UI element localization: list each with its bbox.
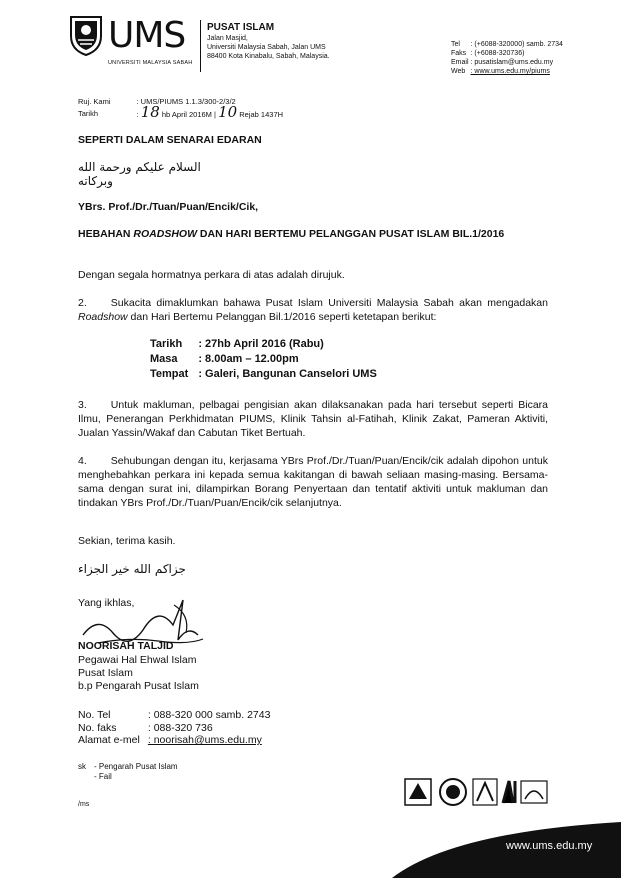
address-line: Jalan Masjid, (207, 35, 248, 42)
ref-label: Ruj. Kami (78, 97, 111, 106)
university-crest-logo (68, 14, 104, 56)
footer-url: www.ums.edu.my (506, 840, 593, 852)
letterhead-divider (200, 20, 201, 72)
letterhead-contacts (451, 40, 565, 76)
ums-logo-text: UMS (108, 15, 186, 56)
contact-value: : (+6088-320736) (470, 50, 525, 57)
signatory-contacts (78, 709, 278, 747)
address-line: 88400 Kota Kinabalu, Sabah, Malaysia. (207, 53, 330, 60)
handwritten-hijri-day: 10 (218, 103, 238, 121)
schedule-label: Masa (150, 353, 178, 365)
contact-label: Faks (451, 50, 467, 57)
yours-sincerely: Yang ikhlas, (78, 597, 135, 609)
contact-label: Tel (451, 41, 460, 48)
certification-logos (403, 775, 551, 813)
contact-label: No. faks (78, 721, 117, 734)
paragraph-4: 4. Sehubungan dengan itu, kerjasama YBrs Prof./Dr./Tuan/Puan/Encik/cik adalah dipohon untuk menghebahkan perkara ini kepada semua kakitangan di bawah seliaan masing-masing. Bersama-sama dengan surat ini, dilampirkan Borang Penyertaan dan tentatif aktiviti untuk makluman dan tindakan YBrs Prof./Dr./Tuan/Puan/Encik/cik selanjutnya. (78, 455, 548, 509)
schedule-label: Tempat (150, 368, 189, 380)
cc-label: sk (78, 762, 86, 771)
date-value: : 18 hb April 2016M | 10 Rejab 1437H (136, 103, 284, 121)
signatory-title: Pegawai Hal Ehwal Islam (78, 654, 197, 666)
schedule-value: : 8.00am – 12.00pm (198, 353, 299, 365)
ref-value: : UMS/PIUMS 1.1.3/300-2/3/2 (136, 97, 236, 106)
schedule-label: Tarikh (150, 338, 183, 350)
contact-value: : 088-320 736 (147, 721, 213, 734)
date-label: Tarikh (78, 108, 99, 118)
paragraph-3: 3. Untuk makluman, pelbagai pengisian akan dilaksanakan pada hari tersebut seperti Bicara Ilmu, Penerangan Perkhidmatan PIUMS, Klinik Tahsin al-Fatihah, Klinik Zakat, Pameran Aktiviti, Jualan Yassin/Wakaf dan Cabutan Tiket Bertuah. (78, 399, 548, 439)
contact-label: Web (451, 68, 466, 75)
contact-value: : noorisah@ums.edu.my (147, 734, 262, 746)
handwritten-day: 18 (140, 103, 160, 121)
university-name: UNIVERSITI MALAYSIA SABAH (108, 60, 193, 66)
arabic-closing: جزاكم الله خير الجزاء (78, 562, 186, 576)
contact-value: : 088-320 000 samb. 2743 (147, 709, 271, 721)
schedule-value: : 27hb April 2016 (Rabu) (198, 338, 324, 350)
carbon-copy (78, 762, 186, 782)
cc-item: - Fail (94, 772, 112, 781)
letterhead-address (207, 22, 330, 61)
schedule-value: : Galeri, Bangunan Canselori UMS (198, 368, 377, 380)
subject-line: HEBAHAN ROADSHOW DAN HARI BERTEMU PELANGGAN PUSAT ISLAM BIL.1/2016 (78, 228, 505, 240)
contact-label: Email (451, 59, 469, 66)
contact-value: : (+6088-320000) samb. 2734 (470, 41, 563, 48)
contact-value: : www.ums.edu.my/piums (470, 68, 550, 75)
cc-item: - Pengarah Pusat Islam (94, 762, 178, 771)
contact-value: : pusatislam@ums.edu.my (470, 59, 554, 66)
recipient-line: SEPERTI DALAM SENARAI EDARAN (78, 134, 262, 146)
reference-block (78, 97, 287, 120)
initials: /ms (78, 801, 90, 808)
signatory-behalf: b.p Pengarah Pusat Islam (78, 680, 199, 692)
contact-label: No. Tel (78, 709, 111, 721)
contact-label: Alamat e-mel (78, 734, 140, 746)
paragraph-2: 2. Sukacita dimaklumkan bahawa Pusat Islam Universiti Malaysia Sabah akan mengadakan Roadshow dan Hari Bertemu Pelanggan Bil.1/2016 seperti ketetapan berikut: (78, 297, 548, 323)
arabic-greeting: السلام عليكم ورحمة الله وبركاته (78, 160, 201, 188)
closing-sentence: Sekian, terima kasih. (78, 535, 176, 547)
signatory-name: NOORISAH TALJID (78, 640, 174, 652)
event-schedule (150, 337, 387, 382)
address-line: Universiti Malaysia Sabah, Jalan UMS (207, 44, 326, 51)
salutation: YBrs. Prof./Dr./Tuan/Puan/Encik/Cik, (78, 201, 259, 213)
signatory-dept: Pusat Islam (78, 667, 133, 679)
opening-sentence: Dengan segala hormatnya perkara di atas adalah dirujuk. (78, 269, 345, 281)
department-name: PUSAT ISLAM (207, 22, 275, 33)
